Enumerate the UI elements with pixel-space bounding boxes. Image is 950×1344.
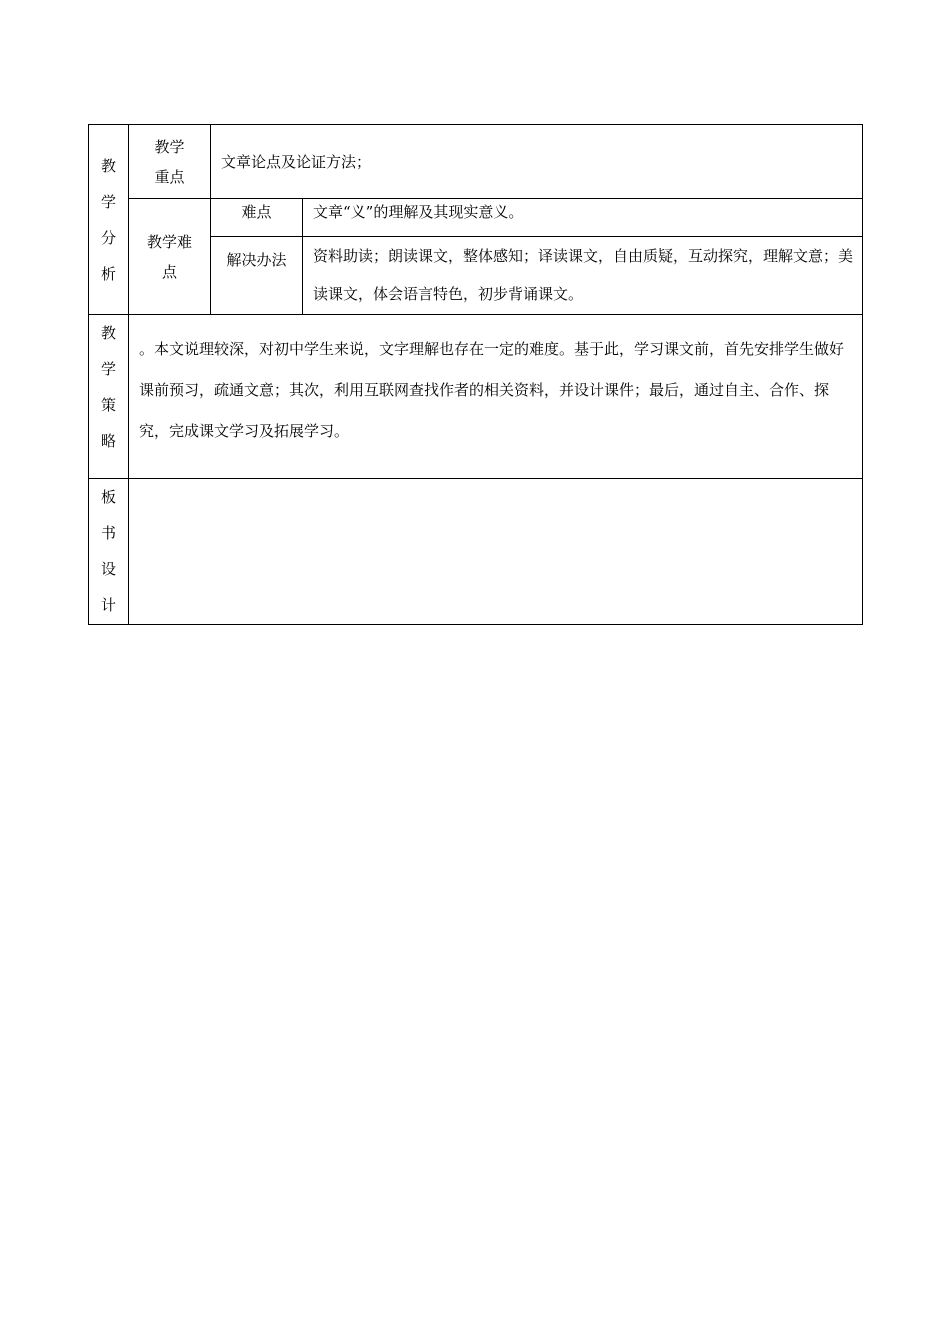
board-label-char: 板 bbox=[100, 488, 116, 506]
strategy-label-char: 略 bbox=[100, 432, 116, 450]
board-label-char: 设 bbox=[100, 560, 116, 578]
difficulties-label-line: 点 bbox=[161, 262, 177, 281]
lesson-plan-table bbox=[88, 124, 863, 625]
strategy-row bbox=[89, 315, 863, 479]
solution-label: 解决办法 bbox=[211, 237, 303, 315]
difficult-point-label: 难点 bbox=[211, 199, 303, 237]
board-content bbox=[129, 479, 863, 625]
key-points-text: 文章论点及论证方法； bbox=[211, 125, 863, 199]
strategy-text: 。本文说理较深，对初中学生来说，文字理解也存在一定的难度。基于此，学习课文前，首先安排学生做好课前预习，疏通文意；其次，利用互联网查找作者的相关资料，并设计课件；最后，通过自主、合作、探究，完成课文学习及拓展学习。 bbox=[129, 315, 863, 479]
solution-text: 资料助读；朗读课文，整体感知；译读课文，自由质疑，互动探究，理解文意；美读课文，体会语言特色，初步背诵课文。 bbox=[303, 237, 863, 315]
analysis-label-char: 学 bbox=[100, 192, 116, 211]
strategy-label-char: 策 bbox=[100, 396, 116, 414]
board-label-char: 计 bbox=[100, 596, 116, 614]
key-points-row bbox=[89, 125, 863, 199]
analysis-label-cell bbox=[89, 125, 129, 315]
board-label-char: 书 bbox=[100, 524, 116, 542]
strategy-label-char: 学 bbox=[100, 360, 116, 378]
key-points-label-line: 教学 bbox=[154, 137, 185, 156]
difficulties-row bbox=[89, 199, 863, 237]
analysis-label-char: 分 bbox=[100, 228, 116, 247]
difficult-point-text: 文章“义”的理解及其现实意义。 bbox=[303, 199, 863, 237]
board-label-cell bbox=[89, 479, 129, 625]
key-points-label-line: 重点 bbox=[154, 167, 185, 186]
difficulties-label-line: 教学难 bbox=[146, 232, 192, 251]
analysis-label-char: 教 bbox=[100, 156, 116, 175]
board-row bbox=[89, 479, 863, 625]
key-points-label bbox=[129, 125, 211, 199]
strategy-label-char: 教 bbox=[100, 324, 116, 342]
strategy-label-cell bbox=[89, 315, 129, 479]
analysis-label-char: 析 bbox=[100, 264, 116, 283]
difficulties-label bbox=[129, 199, 211, 315]
